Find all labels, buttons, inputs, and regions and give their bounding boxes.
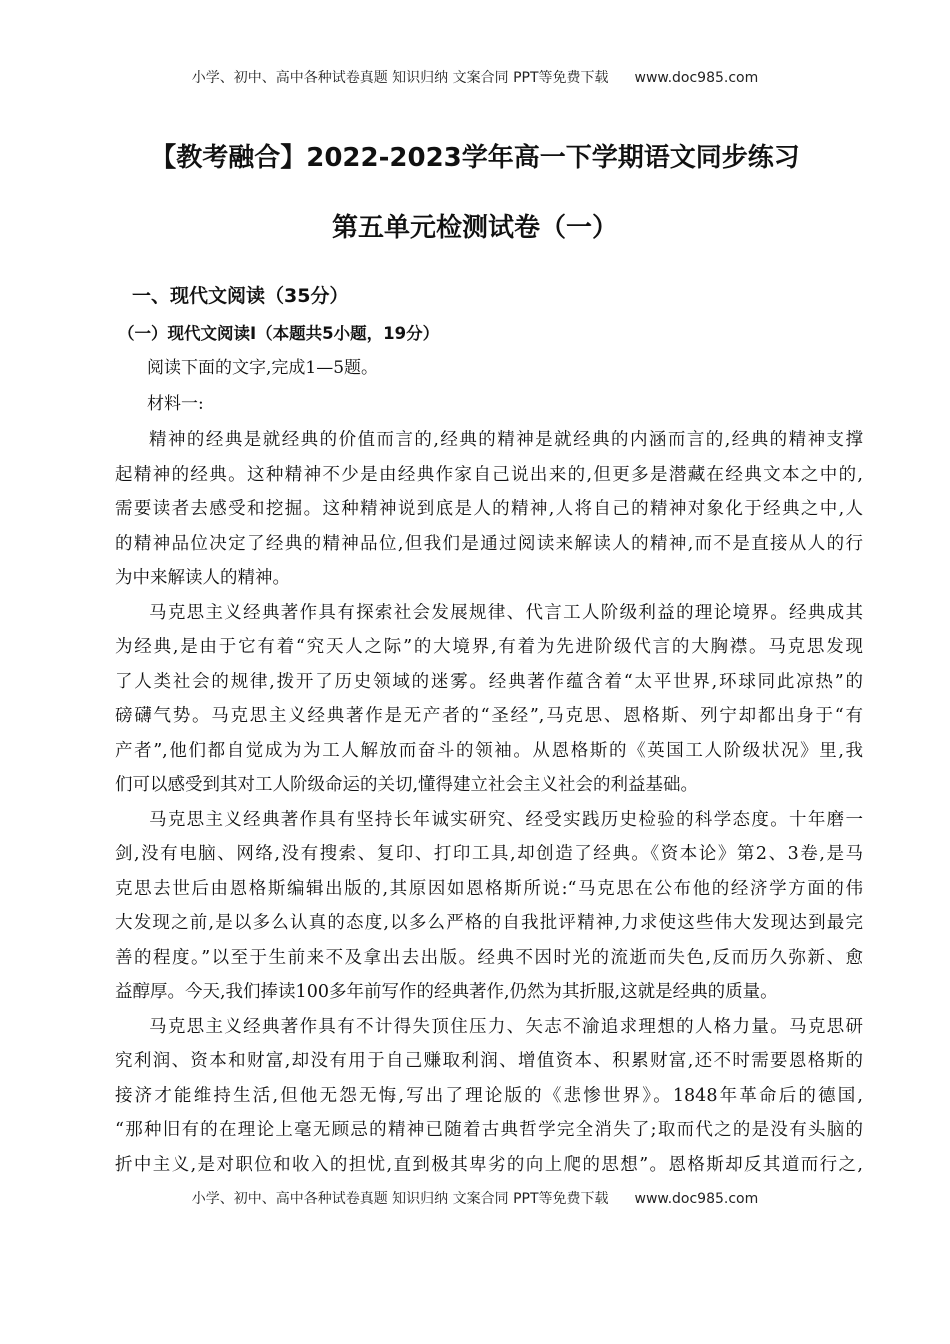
paragraph-line: 为经典,是由于它有着“究天人之际”的大境界,有着为先进阶级代言的大胸襟。马克思发现 [115, 637, 863, 657]
paragraph-line: 究利润、资本和财富,却没有用于自己赚取利润、增值资本、积累财富,还不时需要恩格斯的 [115, 1051, 863, 1071]
article-body [115, 423, 863, 1182]
paragraph-line: 们可以感受到其对工人阶级命运的关切,懂得建立社会主义社会的利益基础。 [115, 775, 699, 795]
paragraph-line: 剑,没有电脑、网络,没有搜索、复印、打印工具,却创造了经典。《资本论》第2、3卷,是马 [115, 844, 863, 864]
page-header [0, 69, 950, 87]
material-label: 材料一: [147, 394, 204, 414]
paragraph-line: 的精神品位决定了经典的精神品位,但我们是通过阅读来解读人的精神,而不是直接从人的行 [115, 533, 863, 554]
header-url[interactable]: www.doc985.com [634, 70, 759, 86]
paragraph-line: 马克思主义经典著作具有探索社会发展规律、代言工人阶级利益的理论境界。经典成其 [149, 602, 863, 623]
paragraph-line: 了人类社会的规律,拨开了历史领域的迷雾。经典著作蕴含着“太平世界,环球同此凉热”的 [115, 671, 863, 692]
document-subtitle: 第五单元检测试卷（一） [331, 213, 618, 243]
page-footer [0, 1190, 950, 1208]
paragraph-line: 克思去世后由恩格斯编辑出版的,其原因如恩格斯所说:“马克思在公布他的经济学方面的伟 [115, 878, 863, 899]
paragraph-line: 马克思主义经典著作具有不计得失顶住压力、矢志不渝追求理想的人格力量。马克思研 [149, 1016, 863, 1037]
document-title: 【教考融合】2022-2023学年高一下学期语文同步练习 [150, 143, 800, 173]
section-heading: 一、现代文阅读（35分） [132, 285, 349, 307]
paragraph-line: 精神的经典是就经典的价值而言的,经典的精神是就经典的内涵而言的,经典的精神支撑 [149, 430, 863, 450]
paragraph-1 [115, 423, 863, 596]
paragraph-line: 需要读者去感受和挖掘。这种精神说到底是人的精神,人将自己的精神对象化于经典之中,人 [115, 499, 863, 519]
subsection-heading: （一）现代文阅读Ⅰ（本题共5小题，19分） [118, 324, 440, 343]
paragraph-line: 产者”,他们都自觉成为为工人解放而奋斗的领袖。从恩格斯的《英国工人阶级状况》里,我 [115, 740, 863, 761]
paragraph-line: 善的程度。”以至于生前来不及拿出去出版。经典不因时光的流逝而失色,反而历久弥新、愈 [115, 947, 863, 968]
paragraph-line: 马克思主义经典著作具有坚持长年诚实研究、经受实践历史检验的科学态度。十年磨一 [149, 809, 863, 830]
footer-text: 小学、初中、高中各种试卷真题 知识归纳 文案合同 PPT等免费下载 [191, 1191, 609, 1207]
paragraph-line: 起精神的经典。这种精神不少是由经典作家自己说出来的,但更多是潜藏在经典文本之中的, [115, 464, 863, 485]
paragraph-line: “那种旧有的在理论上毫无顾忌的精神已随着古典哲学完全消失了;取而代之的是没有头脑的 [115, 1120, 863, 1140]
paragraph-line: 大发现之前,是以多么认真的态度,以多么严格的自我批评精神,力求使这些伟大发现达到最完 [115, 913, 863, 933]
paragraph-line: 接济才能维持生活,但他无怨无悔,写出了理论版的《悲惨世界》。1848年革命后的德国, [115, 1085, 863, 1106]
paragraph-line: 为中来解读人的精神。 [115, 568, 290, 588]
paragraph-line: 折中主义,是对职位和收入的担忧,直到极其卑劣的向上爬的思想”。恩格斯却反其道而行之, [115, 1154, 863, 1175]
paragraph-line: 磅礴气势。马克思主义经典著作是无产者的“圣经”,马克思、恩格斯、列宁却都出身于“有 [115, 706, 863, 726]
paragraph-4 [115, 1010, 863, 1183]
instruction-text: 阅读下面的文字,完成1—5题。 [147, 358, 379, 378]
footer-url[interactable]: www.doc985.com [634, 1191, 759, 1207]
paragraph-2 [115, 596, 863, 803]
paragraph-3 [115, 803, 863, 1010]
paragraph-line: 益醇厚。今天,我们捧读100多年前写作的经典著作,仍然为其折服,这就是经典的质量。 [115, 982, 778, 1002]
header-text: 小学、初中、高中各种试卷真题 知识归纳 文案合同 PPT等免费下载 [191, 70, 609, 86]
